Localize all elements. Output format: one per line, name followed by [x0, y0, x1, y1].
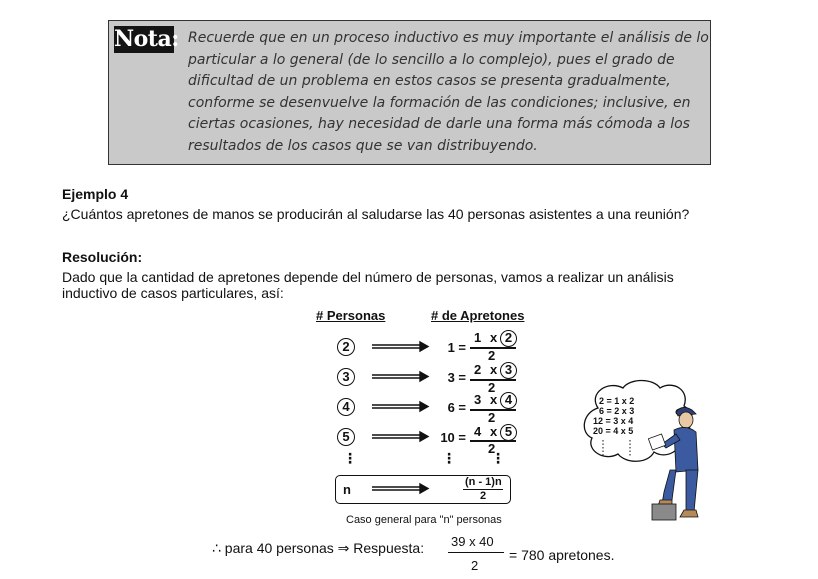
double-arrow-icon	[372, 372, 428, 381]
general-fraction-den: 2	[480, 490, 487, 502]
arrows-group	[368, 338, 432, 448]
fraction-num-b-circle: 5	[500, 424, 517, 441]
fraction-times: x	[490, 392, 498, 407]
fraction-times: x	[490, 424, 498, 439]
double-arrow-icon	[368, 482, 432, 496]
final-prefix: ∴ para 40 personas ⇒ Respuesta:	[212, 540, 425, 556]
general-fraction-num: (n - 1)n	[465, 476, 502, 488]
cloud-line: 12 = 3 x 4	[593, 416, 634, 426]
fraction-num-b-circle: 4	[500, 392, 517, 409]
worker-illustration	[648, 400, 706, 522]
persons-count-circle: 3	[337, 368, 355, 386]
nota-line: dificultad de un problema en estos casos se presenta gradualmente,	[188, 73, 671, 89]
vertical-dots: ⋮	[343, 450, 357, 466]
cloud-line: 2 = 1 x 2	[599, 396, 635, 406]
persons-count-circle: 4	[337, 398, 355, 416]
double-arrow-icon	[372, 402, 428, 411]
column-header-apretones: # de Apretones	[431, 308, 525, 323]
result-value: 3 =	[447, 370, 466, 385]
nota-tag: Nota:	[114, 26, 179, 52]
double-arrow-icon	[372, 342, 428, 351]
resolucion-text-2: inductivo de casos particulares, así:	[62, 285, 284, 301]
fraction-num-a: 1	[474, 330, 482, 345]
vertical-dots: ⋮	[491, 450, 505, 466]
general-case-caption: Caso general para "n" personas	[346, 514, 502, 526]
nota-line: resultados de los casos que se van distribuyendo.	[188, 138, 538, 154]
fraction-den: 2	[488, 410, 496, 425]
nota-line: Recuerde que en un proceso inductivo es muy importante el análisis de lo	[188, 30, 709, 46]
fraction-times: x	[490, 330, 498, 345]
final-fraction-num: 39 x 40	[451, 534, 494, 549]
resolucion-text-1: Dado que la cantidad de apretones depende del número de personas, vamos a realizar un análisis	[62, 269, 674, 285]
fraction-den: 2	[488, 348, 496, 363]
fraction-num-b-circle: 2	[500, 330, 517, 347]
nota-line: particular a lo general (de lo sencillo a lo complejo), pues el grado de	[188, 52, 675, 68]
fraction-times: x	[490, 362, 498, 377]
cloud-line: 20 = 4 x 5	[593, 426, 634, 436]
nota-line: conforme se desenvuelve la formación de las condiciones; inclusive, en	[188, 95, 691, 111]
fraction-num-b-circle: 3	[500, 362, 517, 379]
final-answer: = 780 apretones.	[509, 547, 615, 563]
persons-count-circle: 2	[337, 338, 355, 356]
fraction-den: 2	[488, 380, 496, 395]
nota-line: ciertas ocasiones, hay necesidad de darle una forma más cómoda a los	[188, 116, 690, 132]
double-arrow-icon	[372, 432, 428, 441]
column-header-personas: # Personas	[316, 308, 386, 323]
fraction-num-a: 4	[474, 424, 482, 439]
fraction-num-a: 3	[474, 392, 482, 407]
general-n: n	[343, 482, 351, 497]
result-value: 6 =	[447, 400, 466, 415]
cloud-text	[593, 396, 634, 436]
resolucion-title: Resolución:	[62, 249, 143, 265]
ejemplo-question: ¿Cuántos apretones de manos se producirán al saludarse las 40 personas asistentes a una reunión?	[62, 206, 690, 222]
cloud-line: 6 = 2 x 3	[599, 406, 635, 416]
persons-count-circle: 5	[337, 428, 355, 446]
fraction-den: 2	[488, 441, 496, 456]
fraction-bar	[448, 552, 504, 553]
result-value: 10 =	[440, 430, 466, 445]
result-value: 1 =	[447, 340, 466, 355]
final-fraction-den: 2	[471, 558, 479, 573]
fraction-num-a: 2	[474, 362, 482, 377]
ejemplo-title: Ejemplo 4	[62, 186, 129, 202]
vertical-dots: ⋮	[442, 450, 456, 466]
